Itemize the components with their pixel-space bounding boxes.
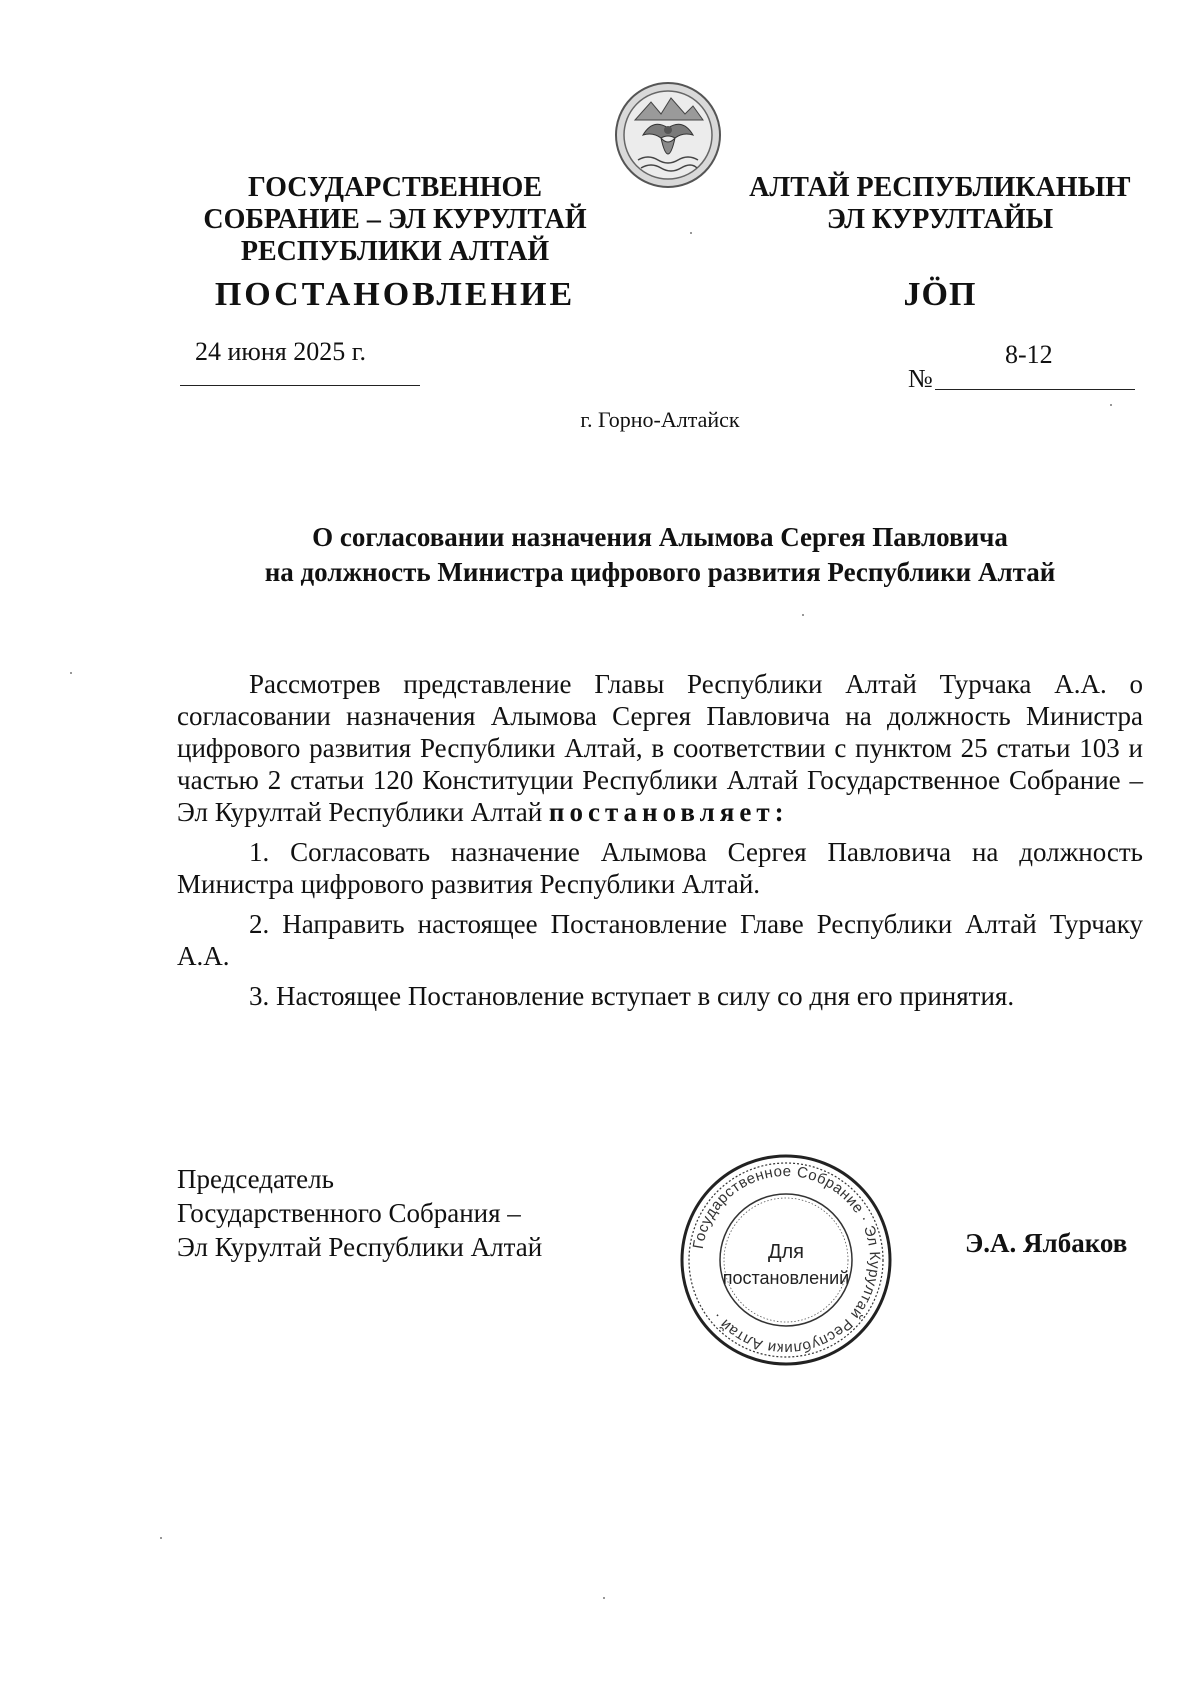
official-seal [678, 1152, 894, 1368]
document-type-altai: JӦП [903, 276, 977, 313]
scan-speck [1110, 404, 1112, 406]
issuer-line: АЛТАЙ РЕСПУБЛИКАНЫҤ [749, 172, 1131, 203]
preamble-text: Рассмотрев представление Главы Республики Алтай Турчака А.А. о согласовании назначения Алымова Сергея Павловича на должность Министра цифрового развития Республики Алтай, в соответствии с пунктом 25 статьи 103 и частью 2 статьи 120 Конституции Республики Алтай Государственное Собрание – Эл Курултай Республики Алтай [177, 669, 1143, 827]
city-name: г. Горно-Алтайск [580, 407, 740, 432]
document-body [177, 668, 1143, 1012]
issuer-name-altai [730, 172, 1150, 236]
signatory-line: Государственного Собрания – [177, 1198, 521, 1228]
issuer-line: ЭЛ КУРУЛТАЙЫ [826, 204, 1054, 235]
seal-center-line: постановлений [722, 1268, 850, 1288]
number-underline [935, 389, 1135, 390]
signatory-line: Эл Курултай Республики Алтай [177, 1232, 543, 1262]
issuer-line: ГОСУДАРСТВЕННОЕ [248, 172, 542, 203]
scan-speck [70, 672, 72, 674]
preamble-paragraph [177, 668, 1143, 828]
document-number: 8-12 [1005, 340, 1053, 369]
signer-name: Э.А. Ялбаков [965, 1228, 1128, 1258]
scan-speck [160, 1537, 162, 1539]
number-sign: № [908, 364, 933, 393]
subject-line: на должность Министра цифрового развития Республики Алтай [264, 557, 1056, 587]
issuer-line: РЕСПУБЛИКИ АЛТАЙ [240, 236, 550, 267]
scan-speck [802, 614, 804, 616]
issuer-name-russian [170, 172, 620, 268]
date-underline [180, 385, 420, 386]
subject-line: О согласовании назначения Алымова Сергея Павловича [312, 522, 1008, 552]
document-subject [150, 520, 1170, 590]
signatory-line: Председатель [177, 1164, 334, 1194]
issuer-line: СОБРАНИЕ – ЭЛ КУРУЛТАЙ [203, 204, 587, 235]
resolution-item: 2. Направить настоящее Постановление Главе Республики Алтай Турчаку А.А. [177, 909, 1143, 971]
coat-of-arms-emblem [613, 80, 723, 190]
resolution-item: 3. Настоящее Постановление вступает в силу со дня его принятия. [249, 981, 1015, 1011]
resolution-item: 1. Согласовать назначение Алымова Сергея Павловича на должность Министра цифрового развития Республики Алтай. [177, 837, 1143, 899]
scan-speck [603, 1597, 605, 1599]
scan-speck [690, 232, 692, 234]
seal-ring-text: Государственное Собрание · Эл Курултай Республики Алтай · [689, 1162, 884, 1358]
document-type-russian: ПОСТАНОВЛЕНИЕ [214, 276, 576, 313]
document-date: 24 июня 2025 г. [195, 337, 366, 366]
resolves-word: постановляет: [548, 797, 789, 827]
seal-center-line: Для [767, 1241, 805, 1263]
signatory-title [177, 1162, 542, 1264]
